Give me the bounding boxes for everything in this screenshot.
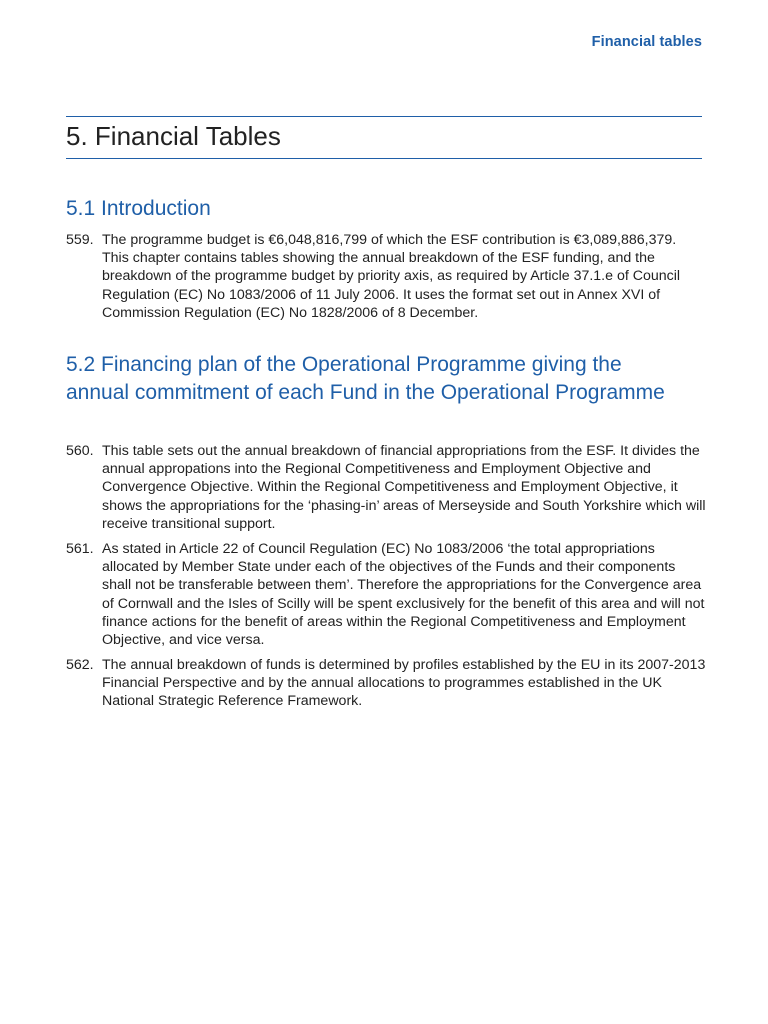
paragraph-text: The programme budget is €6,048,816,799 of which the ESF contribution is €3,089,886,379. This chapter contains tables showing the annual breakdown of the ESF funding, and the breakdown of the programme budget by priority axis, as required by Article 37.1.e of Council Regulation (EC) No 1083/2006 of 11 July 2006. It uses the format set out in Annex XVI of Commission Regulation (EC) No 1828/2006 of 8 December. bbox=[102, 232, 681, 321]
paragraph-561 bbox=[66, 540, 706, 649]
section-heading-financing-plan: 5.2 Financing plan of the Operational Programme giving the annual commitment of each Fund in the Operational Programme bbox=[66, 353, 665, 404]
paragraph-text: This table sets out the annual breakdown of financial appropriations from the ESF. It divides the annual appropations into the Regional Competitiveness and Employment Objective and Convergence Objective. Within the Regional Competitiveness and Employment Objective, it shows the appropriations for the ‘phasing-in’ areas of Merseyside and South Yorkshire which will receive transitional support. bbox=[102, 443, 706, 532]
section-heading-introduction: 5.1 Introduction bbox=[66, 197, 211, 220]
paragraph-562 bbox=[66, 656, 706, 711]
running-header: Financial tables bbox=[591, 34, 702, 50]
title-rule-bottom bbox=[66, 158, 702, 159]
paragraph-560 bbox=[66, 442, 706, 533]
paragraph-559 bbox=[66, 231, 706, 322]
paragraph-number: 560. bbox=[66, 443, 94, 459]
paragraph-text: As stated in Article 22 of Council Regulation (EC) No 1083/2006 ‘the total appropriations allocated by Member State under each of the objectives of the Funds and their components shall not be transferable between them’. Therefore the appropriations for the Convergence area of Cornwall and the Isles of Scilly will be spent exclusively for the benefit of this area and will not finance actions for the benefit of areas within the Regional Competitiveness and Employment Objective, and vice versa. bbox=[102, 541, 705, 649]
title-rule-top bbox=[66, 116, 702, 117]
chapter-title: 5. Financial Tables bbox=[66, 121, 281, 151]
paragraph-number: 559. bbox=[66, 232, 94, 248]
paragraph-number: 562. bbox=[66, 657, 94, 673]
paragraph-number: 561. bbox=[66, 541, 94, 557]
paragraph-text: The annual breakdown of funds is determined by profiles established by the EU in its 2007-2013 Financial Perspective and by the annual allocations to programmes established in the UK National Strategic Reference Framework. bbox=[102, 657, 706, 710]
